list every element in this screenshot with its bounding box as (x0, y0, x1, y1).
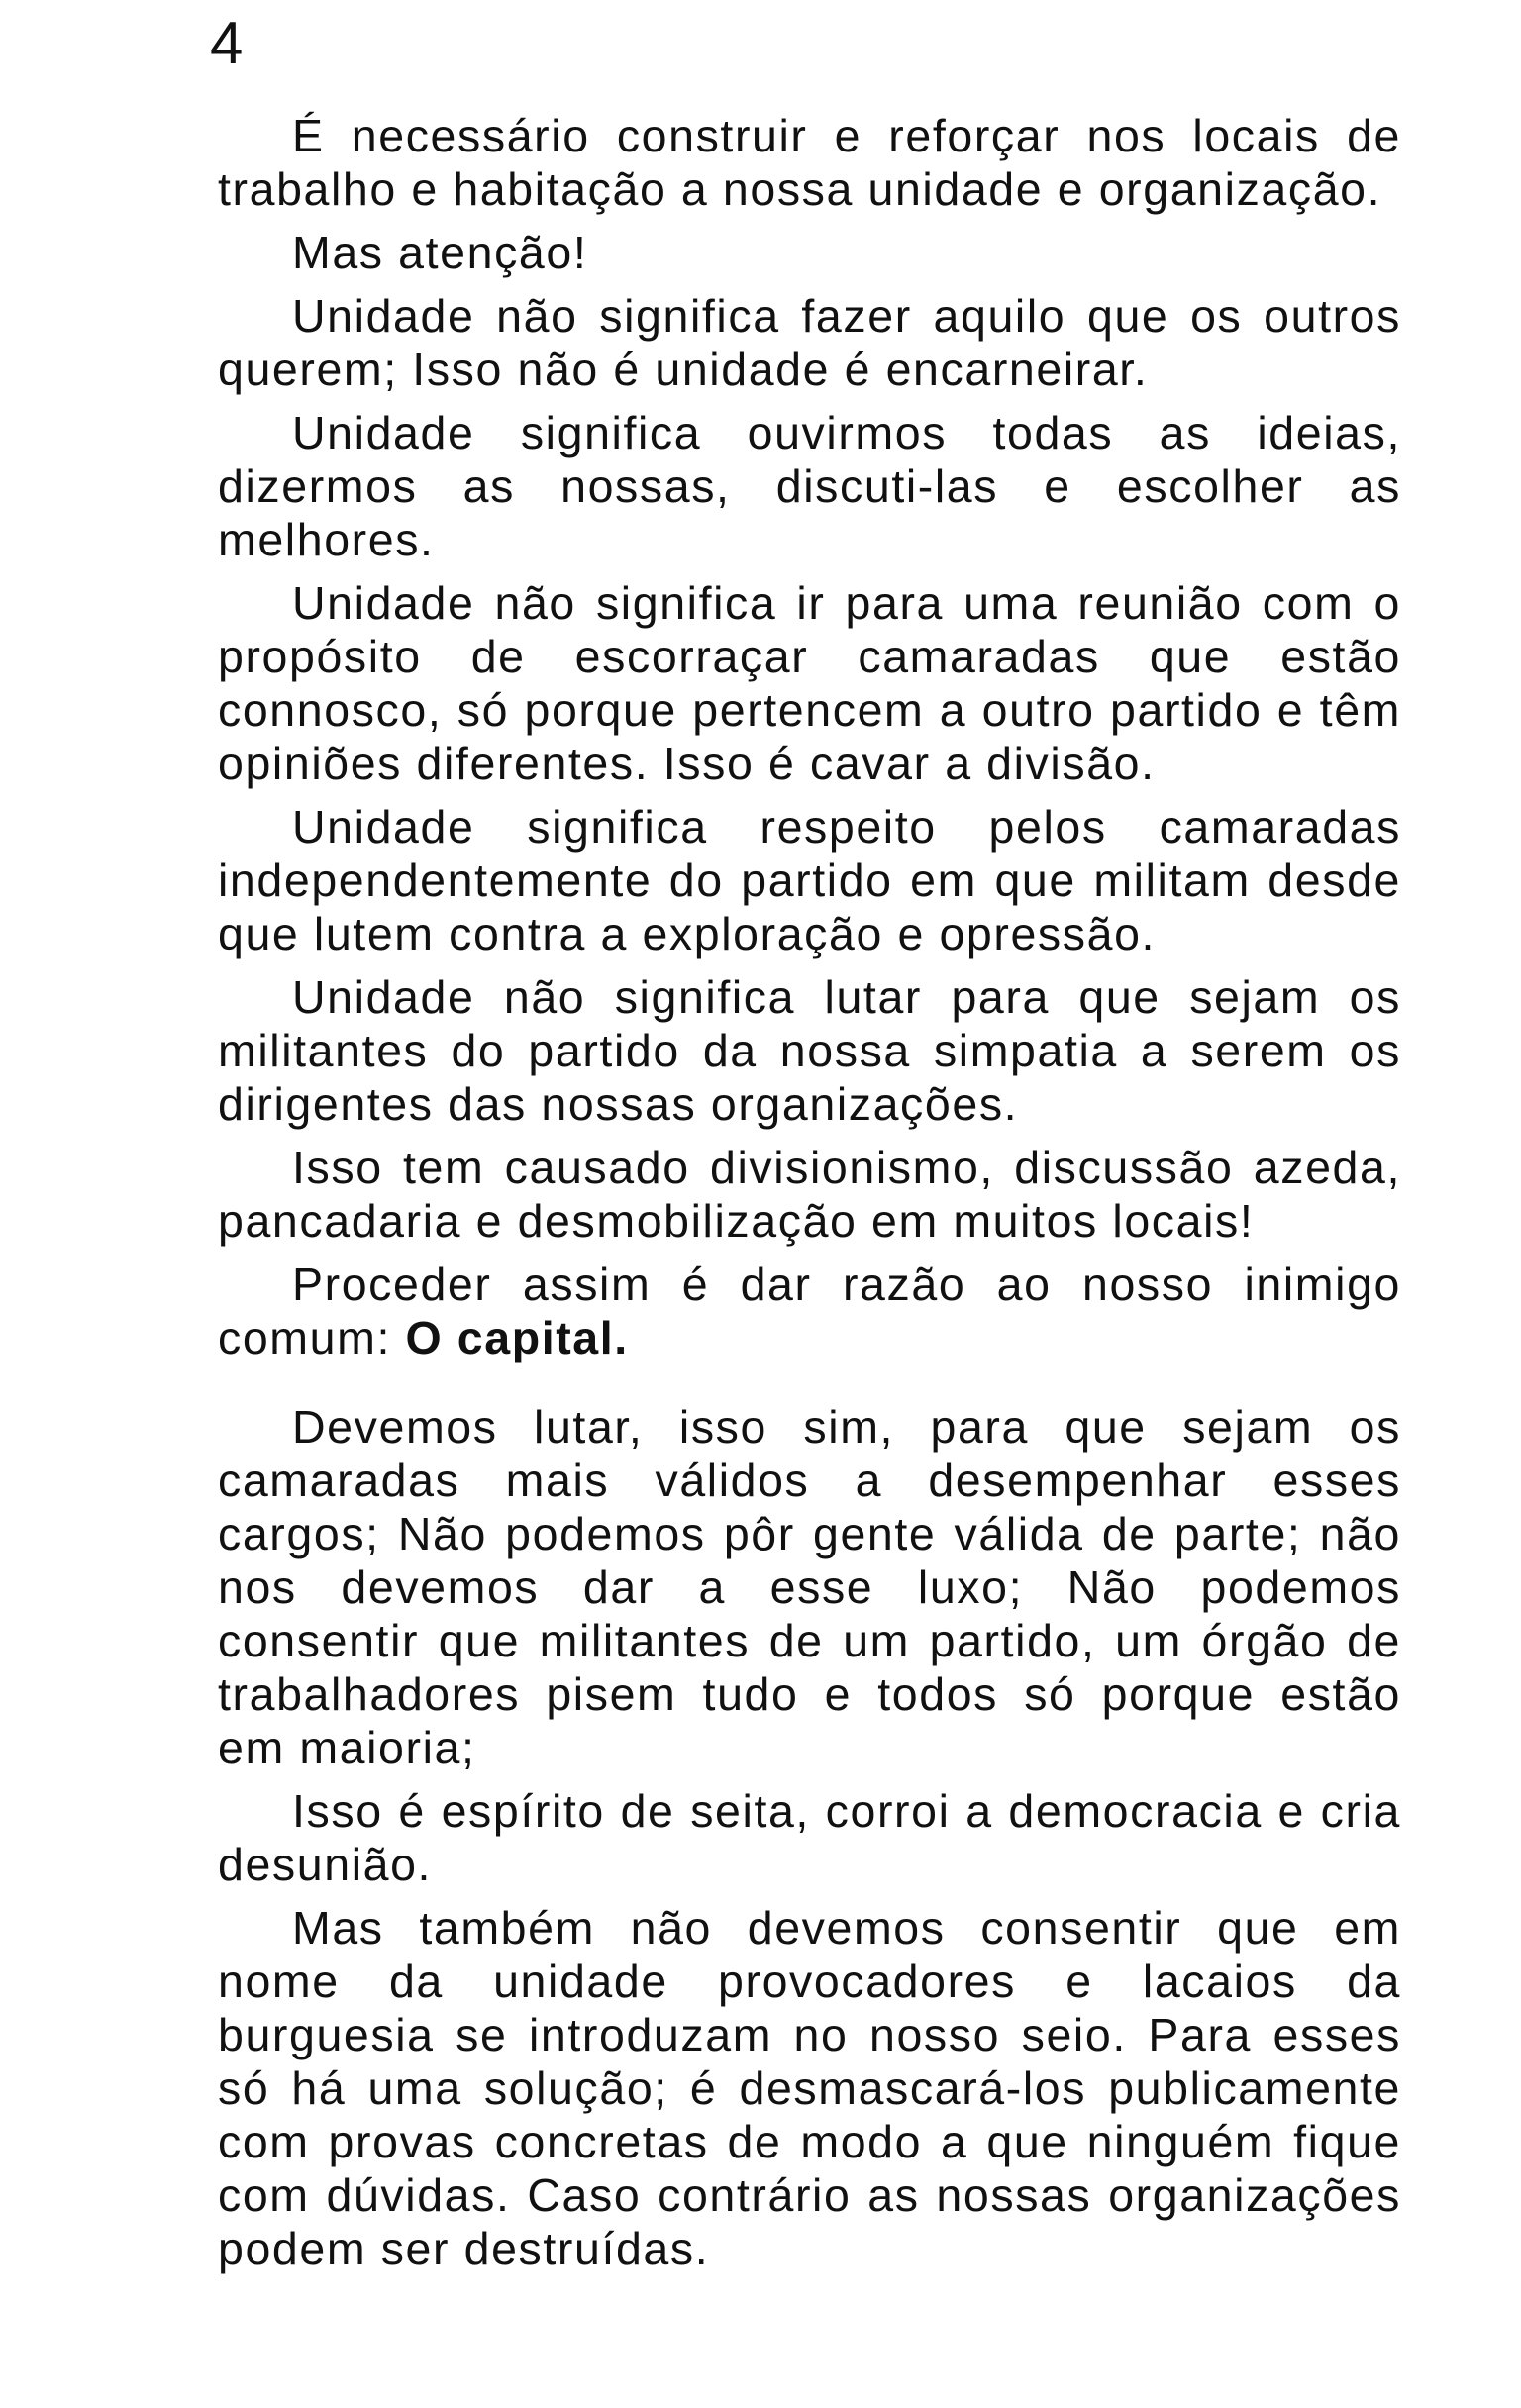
paragraph-unity-not-expelling: Unidade não significa ir para uma reunião com o propósito de escorraçar camaradas que estão connosco, só porque pertencem a outro partido e têm opiniões diferentes. Isso é cavar a divisão. (218, 577, 1401, 789)
page-number: 4 (210, 10, 244, 76)
paragraph-capable-comrades: Devemos lutar, isso sim, para que sejam os camaradas mais válidos a desempenhar esses cargos; Não podemos pôr gente válida de parte; não nos devemos dar a esse luxo; Não podemos consentir que militantes de um partido, um órgão de trabalhadores pisem tudo e todos só porque estão em maioria; (218, 1401, 1401, 1773)
paragraph-unity-not-party-leaders: Unidade não significa lutar para que sejam os militantes do partido da nossa simpatia a serem os dirigentes das nossas organizações. (218, 971, 1401, 1130)
paragraph-attention: Mas atenção! (292, 227, 588, 278)
paragraph-common-enemy (218, 1257, 1401, 1364)
common-enemy-lead-text: Proceder assim é dar razão ao nosso inimigo comum: (218, 1258, 1401, 1363)
body-text (218, 109, 1401, 2285)
paragraph-organization: É necessário construir e reforçar nos locais de trabalho e habitação a nossa unidade e organização. (218, 110, 1401, 215)
paragraph-sectarianism: Isso é espírito de seita, corroi a democracia e cria desunião. (218, 1785, 1401, 1890)
paragraph-unity-listening: Unidade significa ouvirmos todas as ideias, dizermos as nossas, discuti-las e escolher as melhores. (218, 407, 1401, 565)
common-enemy-emphasis: O capital. (405, 1312, 629, 1363)
paragraph-unity-respect: Unidade significa respeito pelos camaradas independentemente do partido em que militam desde que lutem contra a exploração e opressão. (218, 801, 1401, 959)
paragraph-provocateurs: Mas também não devemos consentir que em nome da unidade provocadores e lacaios da burguesia se introduzam no nosso seio. Para esses só há uma solução; é desmascará-los publicamente com provas concretas de modo a que ninguém fique com dúvidas. Caso contrário as nossas organizações podem ser destruídas. (218, 1902, 1401, 2274)
paragraph-unity-not-following: Unidade não significa fazer aquilo que os outros querem; Isso não é unidade é encarneirar. (218, 290, 1401, 395)
paragraph-divisionism: Isso tem causado divisionismo, discussão azeda, pancadaria e desmobilização em muitos locais! (218, 1142, 1401, 1247)
